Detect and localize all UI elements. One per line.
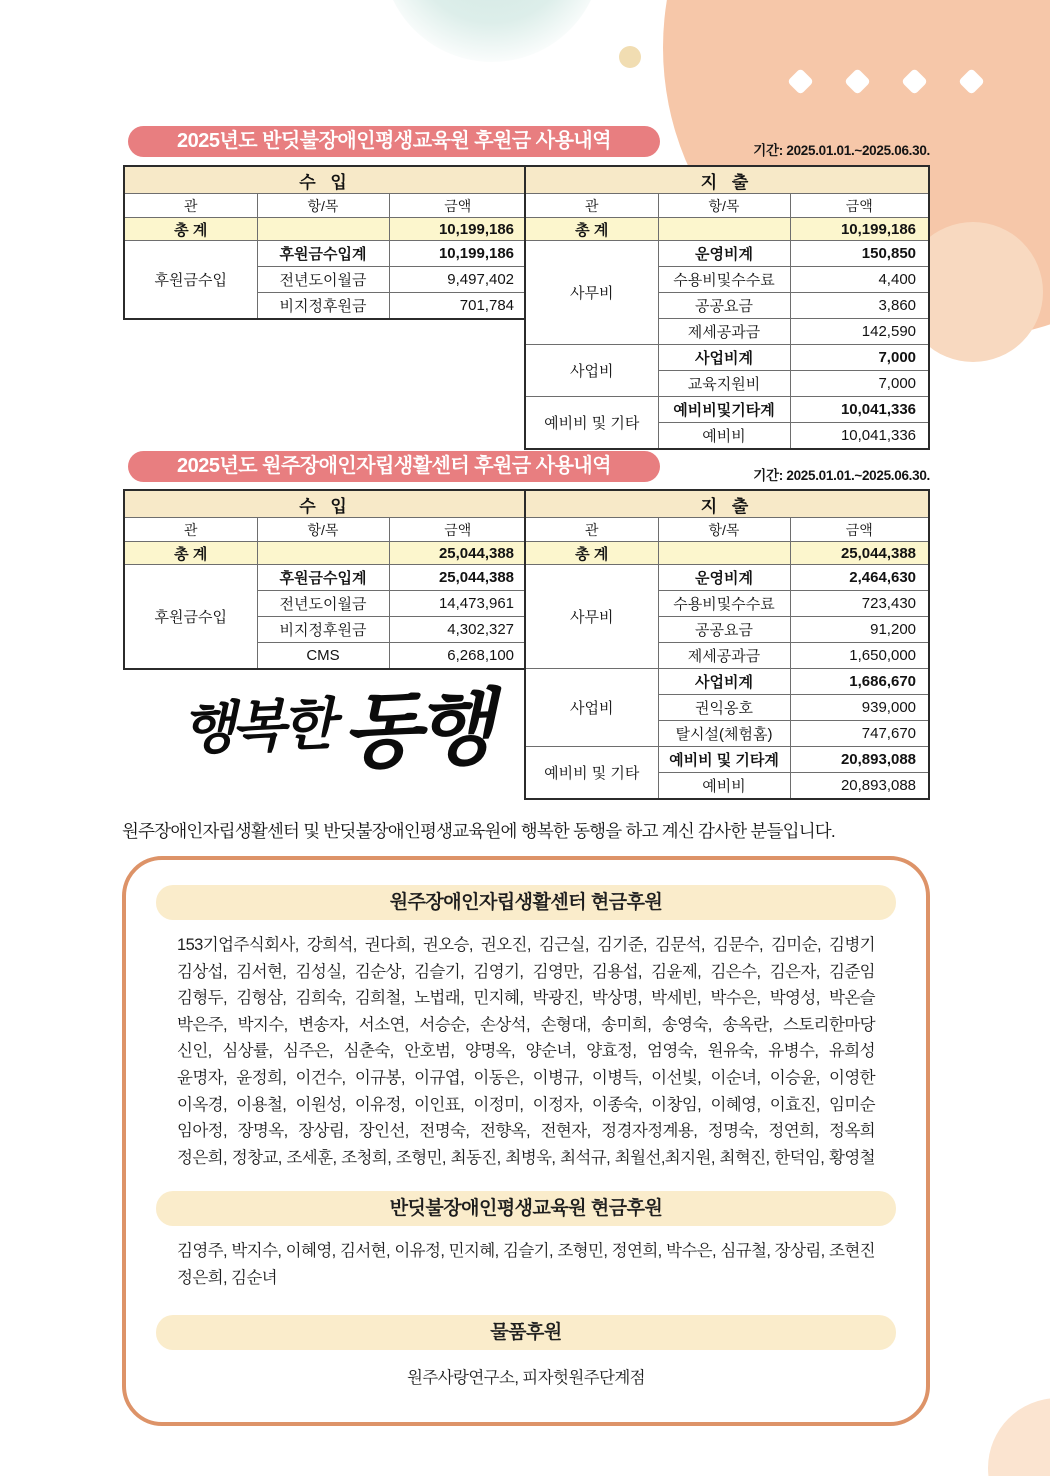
row-item: 운영비계 (658, 241, 790, 267)
section2-period: 기간: 2025.01.01.~2025.06.30. (753, 468, 930, 483)
row-item: CMS (257, 643, 389, 670)
total-spacer (658, 218, 790, 241)
row-item: 권익옹호 (658, 695, 790, 721)
logo-text-1: 행복한 (180, 691, 333, 763)
happy-companion-logo (138, 661, 532, 810)
total-spacer (658, 542, 790, 565)
row-amount: 4,302,327 (389, 617, 527, 643)
expense-section-header: 지 출 (525, 490, 929, 518)
goods-donors-header: 물품후원 (156, 1315, 896, 1350)
row-amount: 701,784 (389, 293, 527, 320)
total-label: 총 계 (124, 218, 257, 241)
row-item: 예비비 및 기타계 (658, 747, 790, 773)
row-amount: 4,400 (790, 267, 929, 293)
col-header: 항/목 (257, 518, 389, 542)
row-amount: 10,041,336 (790, 397, 929, 423)
donor-line: 윤명자, 윤정희, 이건수, 이규봉, 이규엽, 이동은, 이병규, 이병득, 이선빛, 이순녀, 이승윤, 이영한 (177, 1068, 875, 1087)
row-item: 사업비계 (658, 669, 790, 695)
expense-group: 사무비 (525, 565, 658, 669)
row-item: 비지정후원금 (257, 293, 389, 320)
row-item: 교육지원비 (658, 371, 790, 397)
row-amount: 1,650,000 (790, 643, 929, 669)
expense-group: 사업비 (525, 345, 658, 397)
col-header: 금액 (790, 518, 929, 542)
teal-circle-decor (382, 0, 602, 62)
cream-dot-decor (619, 46, 641, 68)
col-header: 항/목 (658, 518, 790, 542)
col-header: 관 (124, 518, 257, 542)
col-header: 관 (525, 194, 658, 218)
donor-line: 신인, 심상률, 심주은, 심춘숙, 안호범, 양명옥, 양순녀, 양효정, 엄영숙, 원유숙, 유병수, 유희성 (177, 1042, 875, 1061)
donor-line: 정은희, 김순녀 (177, 1268, 278, 1287)
table2-expense (524, 489, 930, 800)
peach-circle-corner-decor (988, 1398, 1050, 1476)
row-item: 예비비및기타계 (658, 397, 790, 423)
total-spacer (257, 542, 389, 565)
donor-line: 이옥경, 이용철, 이원성, 이유정, 이인표, 이정미, 이정자, 이종숙, 이창임, 이혜영, 이효진, 임미순 (177, 1095, 875, 1114)
row-item: 후원금수입계 (257, 565, 389, 591)
row-item: 공공요금 (658, 293, 790, 319)
row-amount: 10,041,336 (790, 423, 929, 450)
expense-group: 예비비 및 기타 (525, 747, 658, 800)
row-item: 수용비및수수료 (658, 267, 790, 293)
total-amount: 10,199,186 (389, 218, 527, 241)
row-amount: 7,000 (790, 371, 929, 397)
row-amount: 723,430 (790, 591, 929, 617)
expense-group: 예비비 및 기타 (525, 397, 658, 450)
income-group: 후원금수입 (124, 241, 257, 320)
total-label: 총 계 (525, 542, 658, 565)
donor-line: 김영주, 박지수, 이혜영, 김서현, 이유정, 민지혜, 김슬기, 조형민, 정연희, 박수은, 심규철, 장상림, 조현진 (177, 1242, 875, 1261)
donors-box (122, 856, 930, 1426)
income-section-header: 수 입 (124, 490, 527, 518)
row-amount: 14,473,961 (389, 591, 527, 617)
row-item: 사업비계 (658, 345, 790, 371)
row-amount: 747,670 (790, 721, 929, 747)
row-item: 예비비 (658, 423, 790, 450)
donor-line: 김상섭, 김서현, 김성실, 김순상, 김슬기, 김영기, 김영만, 김용섭, 김윤제, 김은수, 김은자, 김준임 (177, 962, 875, 981)
donor-line: 박은주, 박지수, 변송자, 서소연, 서승순, 손상석, 손형대, 송미희, 송영숙, 송옥란, 스토리한마당 (177, 1015, 875, 1034)
col-header: 금액 (790, 194, 929, 218)
row-item: 공공요금 (658, 617, 790, 643)
expense-section-header: 지 출 (525, 166, 929, 194)
donor-line: 153기업주식회사, 강희석, 권다희, 권오승, 권오진, 김근실, 김기준, 김문석, 김문수, 김미순, 김병기 (177, 936, 875, 954)
col-header: 금액 (389, 518, 527, 542)
total-amount: 25,044,388 (790, 542, 929, 565)
center-cash-donors-list (177, 932, 875, 1171)
bandi-cash-donors-list (177, 1238, 875, 1291)
table1-income (123, 165, 528, 320)
row-amount: 3,860 (790, 293, 929, 319)
row-item: 제세공과금 (658, 643, 790, 669)
total-amount: 25,044,388 (389, 542, 527, 565)
table2-income (123, 489, 528, 670)
total-label: 총 계 (124, 542, 257, 565)
row-item: 전년도이월금 (257, 591, 389, 617)
row-item: 제세공과금 (658, 319, 790, 345)
section1-period: 기간: 2025.01.01.~2025.06.30. (753, 143, 930, 158)
col-header: 금액 (389, 194, 527, 218)
bandi-cash-donors-header: 반딧불장애인평생교육원 현금후원 (156, 1191, 896, 1226)
total-label: 총 계 (525, 218, 658, 241)
logo-text-2: 동행 (340, 679, 490, 781)
row-amount: 939,000 (790, 695, 929, 721)
row-amount: 7,000 (790, 345, 929, 371)
row-item: 비지정후원금 (257, 617, 389, 643)
row-amount: 142,590 (790, 319, 929, 345)
row-item: 운영비계 (658, 565, 790, 591)
total-amount: 10,199,186 (790, 218, 929, 241)
donor-line: 김형두, 김형삼, 김희숙, 김희철, 노법래, 민지혜, 박광진, 박상명, 박세빈, 박수은, 박영성, 박온슬 (177, 989, 875, 1008)
thanks-sentence: 원주장애인자립생활센터 및 반딧불장애인평생교육원에 행복한 동행을 하고 계신 감사한 분들입니다. (122, 821, 835, 841)
row-amount: 91,200 (790, 617, 929, 643)
row-amount: 20,893,088 (790, 773, 929, 800)
col-header: 관 (124, 194, 257, 218)
row-item: 예비비 (658, 773, 790, 800)
row-item: 전년도이월금 (257, 267, 389, 293)
row-item: 탈시설(체험홈) (658, 721, 790, 747)
income-group: 후원금수입 (124, 565, 257, 670)
row-amount: 1,686,670 (790, 669, 929, 695)
row-amount: 6,268,100 (389, 643, 527, 670)
donor-line: 정은희, 정창교, 조세훈, 조청희, 조형민, 최동진, 최병욱, 최석규, 최월선,최지원, 최혁진, 한덕임, 황영철 (177, 1148, 875, 1167)
goods-donors-list: 원주사랑연구소, 피자헛원주단계점 (406, 1368, 646, 1387)
section2-title-banner: 2025년도 원주장애인자립생활센터 후원금 사용내역 (128, 451, 660, 482)
row-amount: 2,464,630 (790, 565, 929, 591)
income-section-header: 수 입 (124, 166, 527, 194)
donor-line: 임아정, 장명옥, 장상림, 장인선, 전명숙, 전향옥, 전현자, 정경자정계용, 정명숙, 정연희, 정옥희 (177, 1122, 875, 1141)
col-header: 관 (525, 518, 658, 542)
col-header: 항/목 (658, 194, 790, 218)
row-amount: 20,893,088 (790, 747, 929, 773)
row-item: 후원금수입계 (257, 241, 389, 267)
col-header: 항/목 (257, 194, 389, 218)
center-cash-donors-header: 원주장애인자립생활센터 현금후원 (156, 885, 896, 920)
expense-group: 사무비 (525, 241, 658, 345)
table1-expense (524, 165, 930, 450)
row-amount: 10,199,186 (389, 241, 527, 267)
row-amount: 9,497,402 (389, 267, 527, 293)
total-spacer (257, 218, 389, 241)
row-item: 수용비및수수료 (658, 591, 790, 617)
row-amount: 150,850 (790, 241, 929, 267)
row-amount: 25,044,388 (389, 565, 527, 591)
expense-group: 사업비 (525, 669, 658, 747)
section1-title-banner: 2025년도 반딧불장애인평생교육원 후원금 사용내역 (128, 126, 660, 157)
